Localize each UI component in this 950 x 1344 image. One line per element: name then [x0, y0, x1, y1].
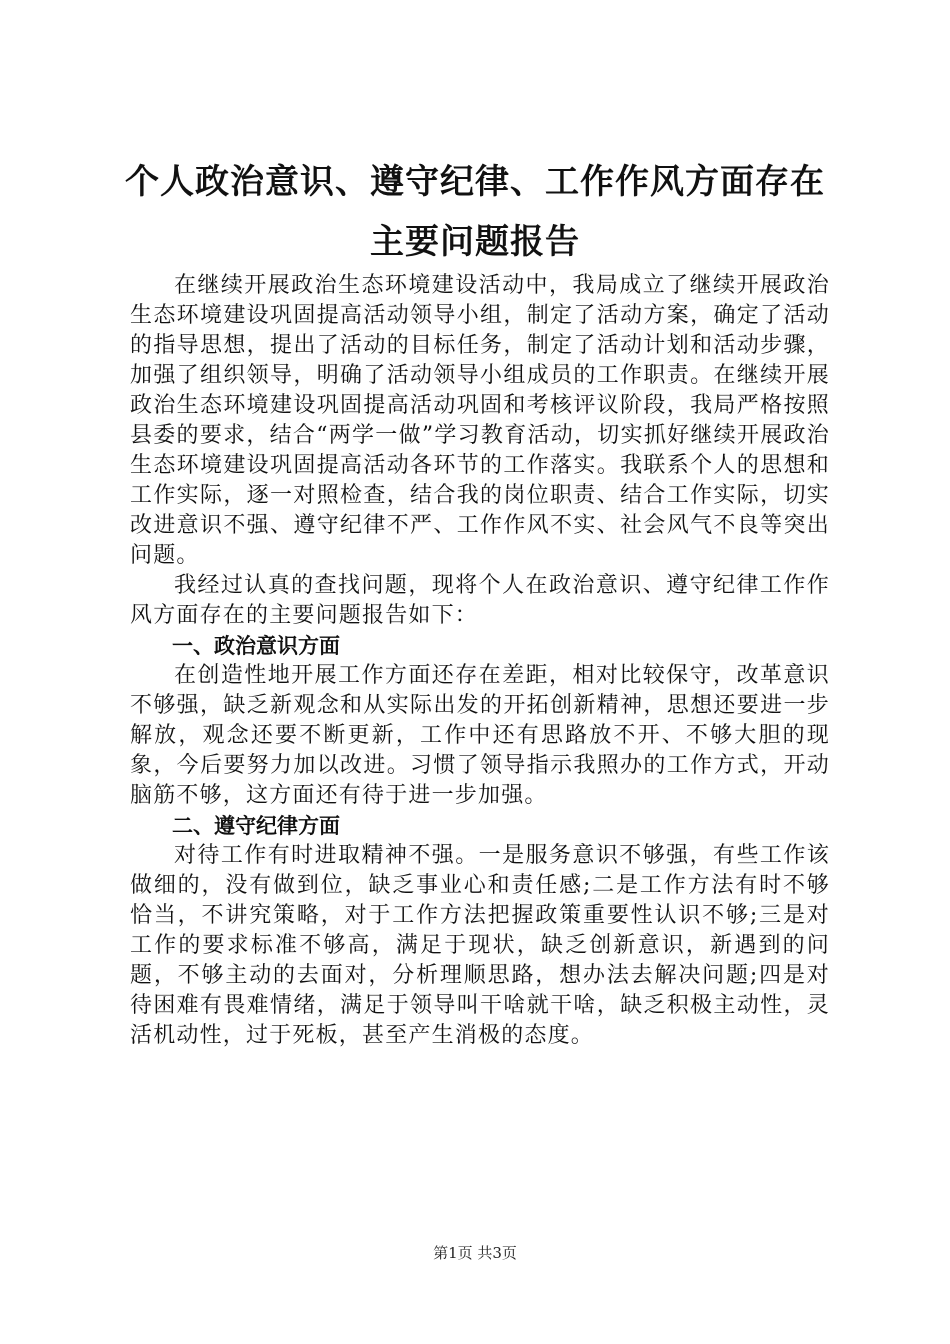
document-body [130, 271, 830, 1051]
document-title-line-2: 主要问题报告 [370, 222, 580, 262]
section-body-discipline: 对待工作有时进取精神不强。一是服务意识不够强，有些工作该做细的，没有做到位，缺乏事业心和责任感;二是工作方法有时不够恰当，不讲究策略，对于工作方法把握政策重要性认识不够;三是对工作的要求标准不够高，满足于现状，缺乏创新意识，新遇到的问题，不够主动的去面对，分析理顺思路，想办法去解决问题;四是对待困难有畏难情绪，满足于领导叫干啥就干啥，缺乏积极主动性，灵活机动性，过于死板，甚至产生消极的态度。 [130, 843, 830, 1048]
section-heading-discipline: 二、遵守纪律方面 [172, 814, 340, 838]
page-number-footer: 第1页 共3页 [433, 1244, 517, 1262]
section-body-political-awareness: 在创造性地开展工作方面还存在差距，相对比较保守，改革意识不够强，缺乏新观念和从实际出发的开拓创新精神，思想还要进一步解放，观念还要不断更新，工作中还有思路放不开、不够大胆的现象，今后要努力加以改进。习惯了领导指示我照办的工作方式，开动脑筋不够，这方面还有待于进一步加强。 [130, 663, 830, 808]
intro-paragraph: 在继续开展政治生态环境建设活动中，我局成立了继续开展政治生态环境建设巩固提高活动领导小组，制定了活动方案，确定了活动的指导思想，提出了活动的目标任务，制定了活动计划和活动步骤，加强了组织领导，明确了活动领导小组成员的工作职责。在继续开展政治生态环境建设巩固提高活动巩固和考核评议阶段，我局严格按照县委的要求，结合“两学一做”学习教育活动，切实抓好继续开展政治生态环境建设巩固提高活动各环节的工作落实。我联系个人的思想和工作实际，逐一对照检查，结合我的岗位职责、结合工作实际，切实改进意识不强、遵守纪律不严、工作作风不实、社会风气不良等突出问题。 [130, 273, 830, 568]
lead-paragraph: 我经过认真的查找问题，现将个人在政治意识、遵守纪律工作作风方面存在的主要问题报告如下： [130, 573, 830, 628]
document-title-line-1: 个人政治意识、遵守纪律、工作作风方面存在 [125, 162, 825, 202]
section-heading-political-awareness: 一、政治意识方面 [172, 634, 340, 658]
